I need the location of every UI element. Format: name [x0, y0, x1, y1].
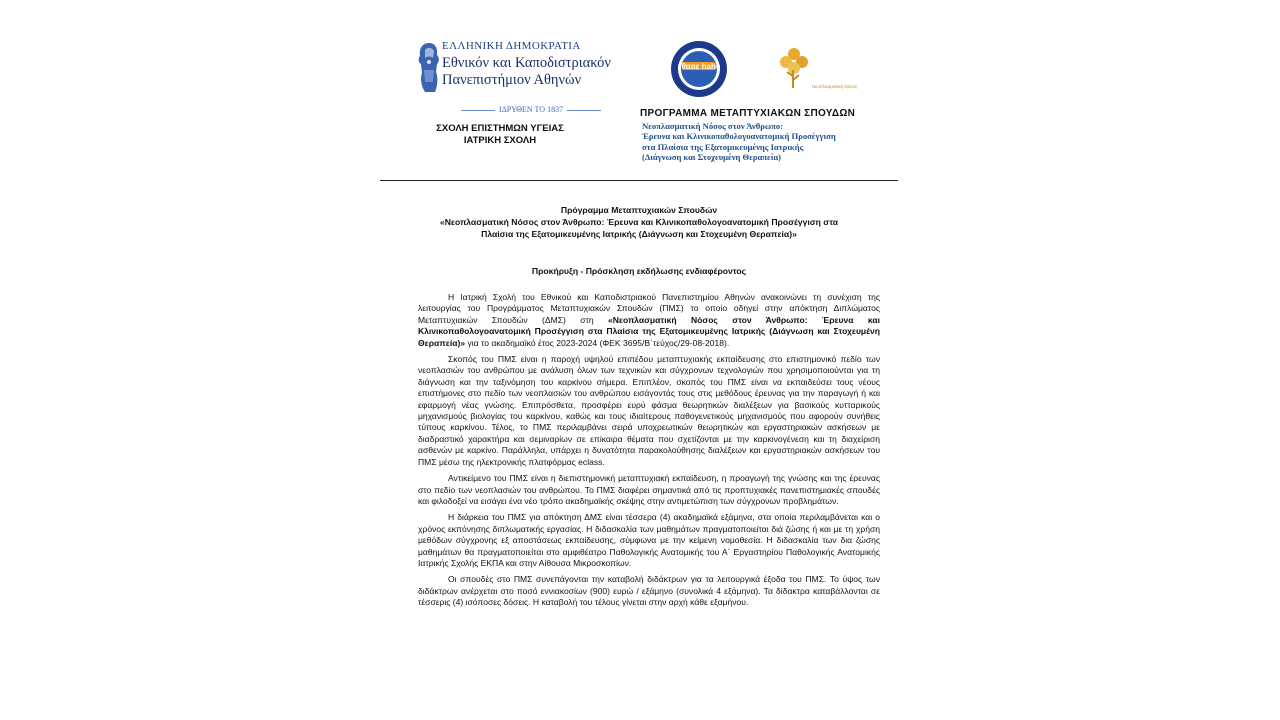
paragraph-subject: Αντικείμενο του ΠΜΣ είναι η διεπιστημονική μεταπτυχιακή εκπαίδευση, η προαγωγή της γνώσης και της έρευνας στο πεδίο των νεοπλασιών του ανθρώπου. Το ΠΜΣ διαφέρει σημαντικά από τις προπτυχιακές πανεπιστημιακές σπουδές και φιλοδοξεί να εισάγει ένα νέο τρόπο ακαδημαϊκής σκέψης στην αντιμετώπιση των σύγχρονων προβλημάτων. — [418, 473, 880, 506]
notice-heading: Προκήρυξη - Πρόσκληση εκδήλωσης ενδιαφέροντος — [531, 266, 747, 276]
university-name-line2: Πανεπιστήμιον Αθηνών — [442, 72, 582, 88]
program-heading: ΠΡΟΓΡΑΜΜΑ ΜΕΤΑΠΤΥΧΙΑΚΩΝ ΣΠΟΥΔΩΝ — [640, 108, 856, 119]
school-line1: ΣΧΟΛΗ ΕΠΙΣΤΗΜΩΝ ΥΓΕΙΑΣ — [436, 123, 564, 134]
program-header — [640, 108, 890, 163]
paragraph-duration: Η διάρκεια του ΠΜΣ για απόκτηση ΔΜΣ είναι τέσσερα (4) ακαδημαϊκά εξάμηνα, στα οποία περιλαμβάνεται και ο χρόνος εκπόνησης διπλωματικής εργασίας. Η διδασκαλία των μαθημάτων πραγματοποιείται διά ζώσης ή και με τη χρήση μεθόδων σύγχρονης εξ αποστάσεως εκπαίδευσης, σύμφωνα με την κείμενη νομοθεσία. Η διδασκαλία των δια ζώσης μαθημάτων θα πραγματοποιείται στο αμφιθέατρο Παθολογικής Ανατομικής του Α΄ Εργαστηρίου Παθολογικής Ανατομικής Ιατρικής Σχολής ΕΚΠΑ και στην Αίθουσα Μικροσκοπίων. — [418, 512, 880, 568]
country-label: ΕΛΛΗΝΙΚΗ ΔΗΜΟΚΡΑΤΙΑ — [442, 40, 581, 52]
tree-logo-icon — [774, 44, 858, 96]
hahe-logo-text: εθααε hahe — [677, 62, 721, 71]
school-name — [420, 123, 580, 147]
header-divider — [380, 180, 898, 181]
tree-logo-text: Νεοπλασματική Νόσος — [812, 84, 858, 89]
document-body — [418, 292, 880, 614]
program-name-bold: «Νεοπλασματική Νόσος στον Άνθρωπο: Έρευνα και Κλινικοπαθολογοανατομική Προσέγγιση στα Πλαίσια της Εξατομικευμένης Ιατρικής (Διάγνωση και Στοχευμένη Θεραπεία)» — [418, 314, 880, 348]
athena-seal-icon — [416, 40, 442, 98]
document-page — [380, 0, 898, 720]
paragraph-purpose: Σκοπός του ΠΜΣ είναι η παροχή υψηλού επιπέδου μεταπτυχιακής εκπαίδευσης στο επιστημονικό πεδίο των νεοπλασιών του ανθρώπου με ανάλυση όλων των τεχνικών και σύγχρονων τεχνολογιών που χρησιμοποιούνται για τη διάγνωση και την ταξινόμηση του καρκίνου σήμερα. Επιπλέον, σκοπός του ΠΜΣ είναι να εκπαιδεύσει τους νέους επιστήμονες στο πεδίο των νεοπλασιών του ανθρώπου εισάγοντάς τους στις μεθόδους έρευνας για την παραγωγή ή και εφαρμογή νέας γνώσης. Επιπρόσθετα, προσφέρει ευρύ φάσμα θεωρητικών διαλέξεων για βασικούς κυτταρικούς μηχανισμούς βιολογίας του καρκίνου, καθώς και τους ιδιαίτερους παθογενετικούς μηχανισμούς που αφορούν συνήθεις τύπους καρκίνου. Τέλος, το ΠΜΣ περιλαμβάνει σειρά υποχρεωτικών θεωρητικών και εργαστηριακών ασκήσεων με διαδραστικό χαρακτήρα και σεμιναρίων σε επίκαιρα θέματα που σχετίζονται με την καρκινογένεση και τη διαχείριση ασθενών με καρκίνο. Παράλληλα, υπάρχει η δυνατότητα παρακολούθησης διαλέξεων και εργαστηριακών ασκήσεων του ΠΜΣ μέσω της ηλεκτρονικής πλατφόρμας eclass. — [418, 354, 880, 467]
hahe-accreditation-logo-icon — [666, 40, 732, 98]
program-line: (Διάγνωση και Στοχευμένη Θεραπεία) — [642, 152, 782, 163]
paragraph-intro: Η Ιατρική Σχολή του Εθνικού και Καποδιστριακού Πανεπιστημίου Αθηνών ανακοινώνει τη συνέχιση της λειτουργίας του Προγράμματος Μεταπτυχιακών Σπουδών (ΠΜΣ) το οποίο οδηγεί στην απόκτηση Διπλώματος Μεταπτυχιακών Σπουδών (ΔΜΣ) στη «Νεοπλασματική Νόσος στον Άνθρωπο: Έρευνα και Κλινικοπαθολογοανατομική Προσέγγιση στα Πλαίσια της Εξατομικευμένης Ιατρικής (Διάγνωση και Στοχευμένη Θεραπεία)» για το ακαδημαϊκό έτος 2023-2024 (ΦΕΚ 3695/Β΄τεύχος/29-08-2018). — [418, 292, 880, 348]
program-line: στα Πλαίσια της Εξατομικευμένης Ιατρικής — [642, 141, 804, 152]
title-line3: Πλαίσια της Εξατομικευμένης Ιατρικής (Διάγνωση και Στοχευμένη Θεραπεία)» — [481, 229, 797, 239]
founded-label: ΙΔΡΥΘΕΝ ΤΟ 1837 — [446, 105, 616, 114]
program-subtitle — [642, 121, 890, 163]
university-logo-block — [416, 40, 626, 120]
program-line: Νεοπλασματική Νόσος στον Άνθρωπο: — [642, 121, 784, 131]
title-line2: «Νεοπλασματική Νόσος στον Άνθρωπο: Έρευνα και Κλινικοπαθολογοανατομική Προσέγγιση στα — [439, 217, 839, 227]
paragraph-tuition: Οι σπουδές στο ΠΜΣ συνεπάγονται την καταβολή διδάκτρων για τα λειτουργικά έξοδα του ΠΜΣ. Το ύψος των διδάκτρων ανέρχεται στο ποσό εννιακοσίων (900) ευρώ / εξάμηνο (συνολικά 4 εξάμηνα). Τα δίδακτρα καταβάλλονται σε τέσσερις (4) ισόποσες δόσεις. Η καταβολή του τέλους γίνεται στην αρχή κάθε εξαμήνου. — [418, 574, 880, 608]
document-title — [400, 204, 878, 240]
program-line: Έρευνα και Κλινικοπαθολογοανατομική Προσέγγιση — [642, 131, 836, 142]
title-line1: Πρόγραμμα Μεταπτυχιακών Σπουδών — [560, 205, 718, 215]
university-name-line1: Εθνικόν και Καποδιστριακόν — [442, 55, 611, 71]
school-line2: ΙΑΤΡΙΚΗ ΣΧΟΛΗ — [463, 135, 537, 146]
